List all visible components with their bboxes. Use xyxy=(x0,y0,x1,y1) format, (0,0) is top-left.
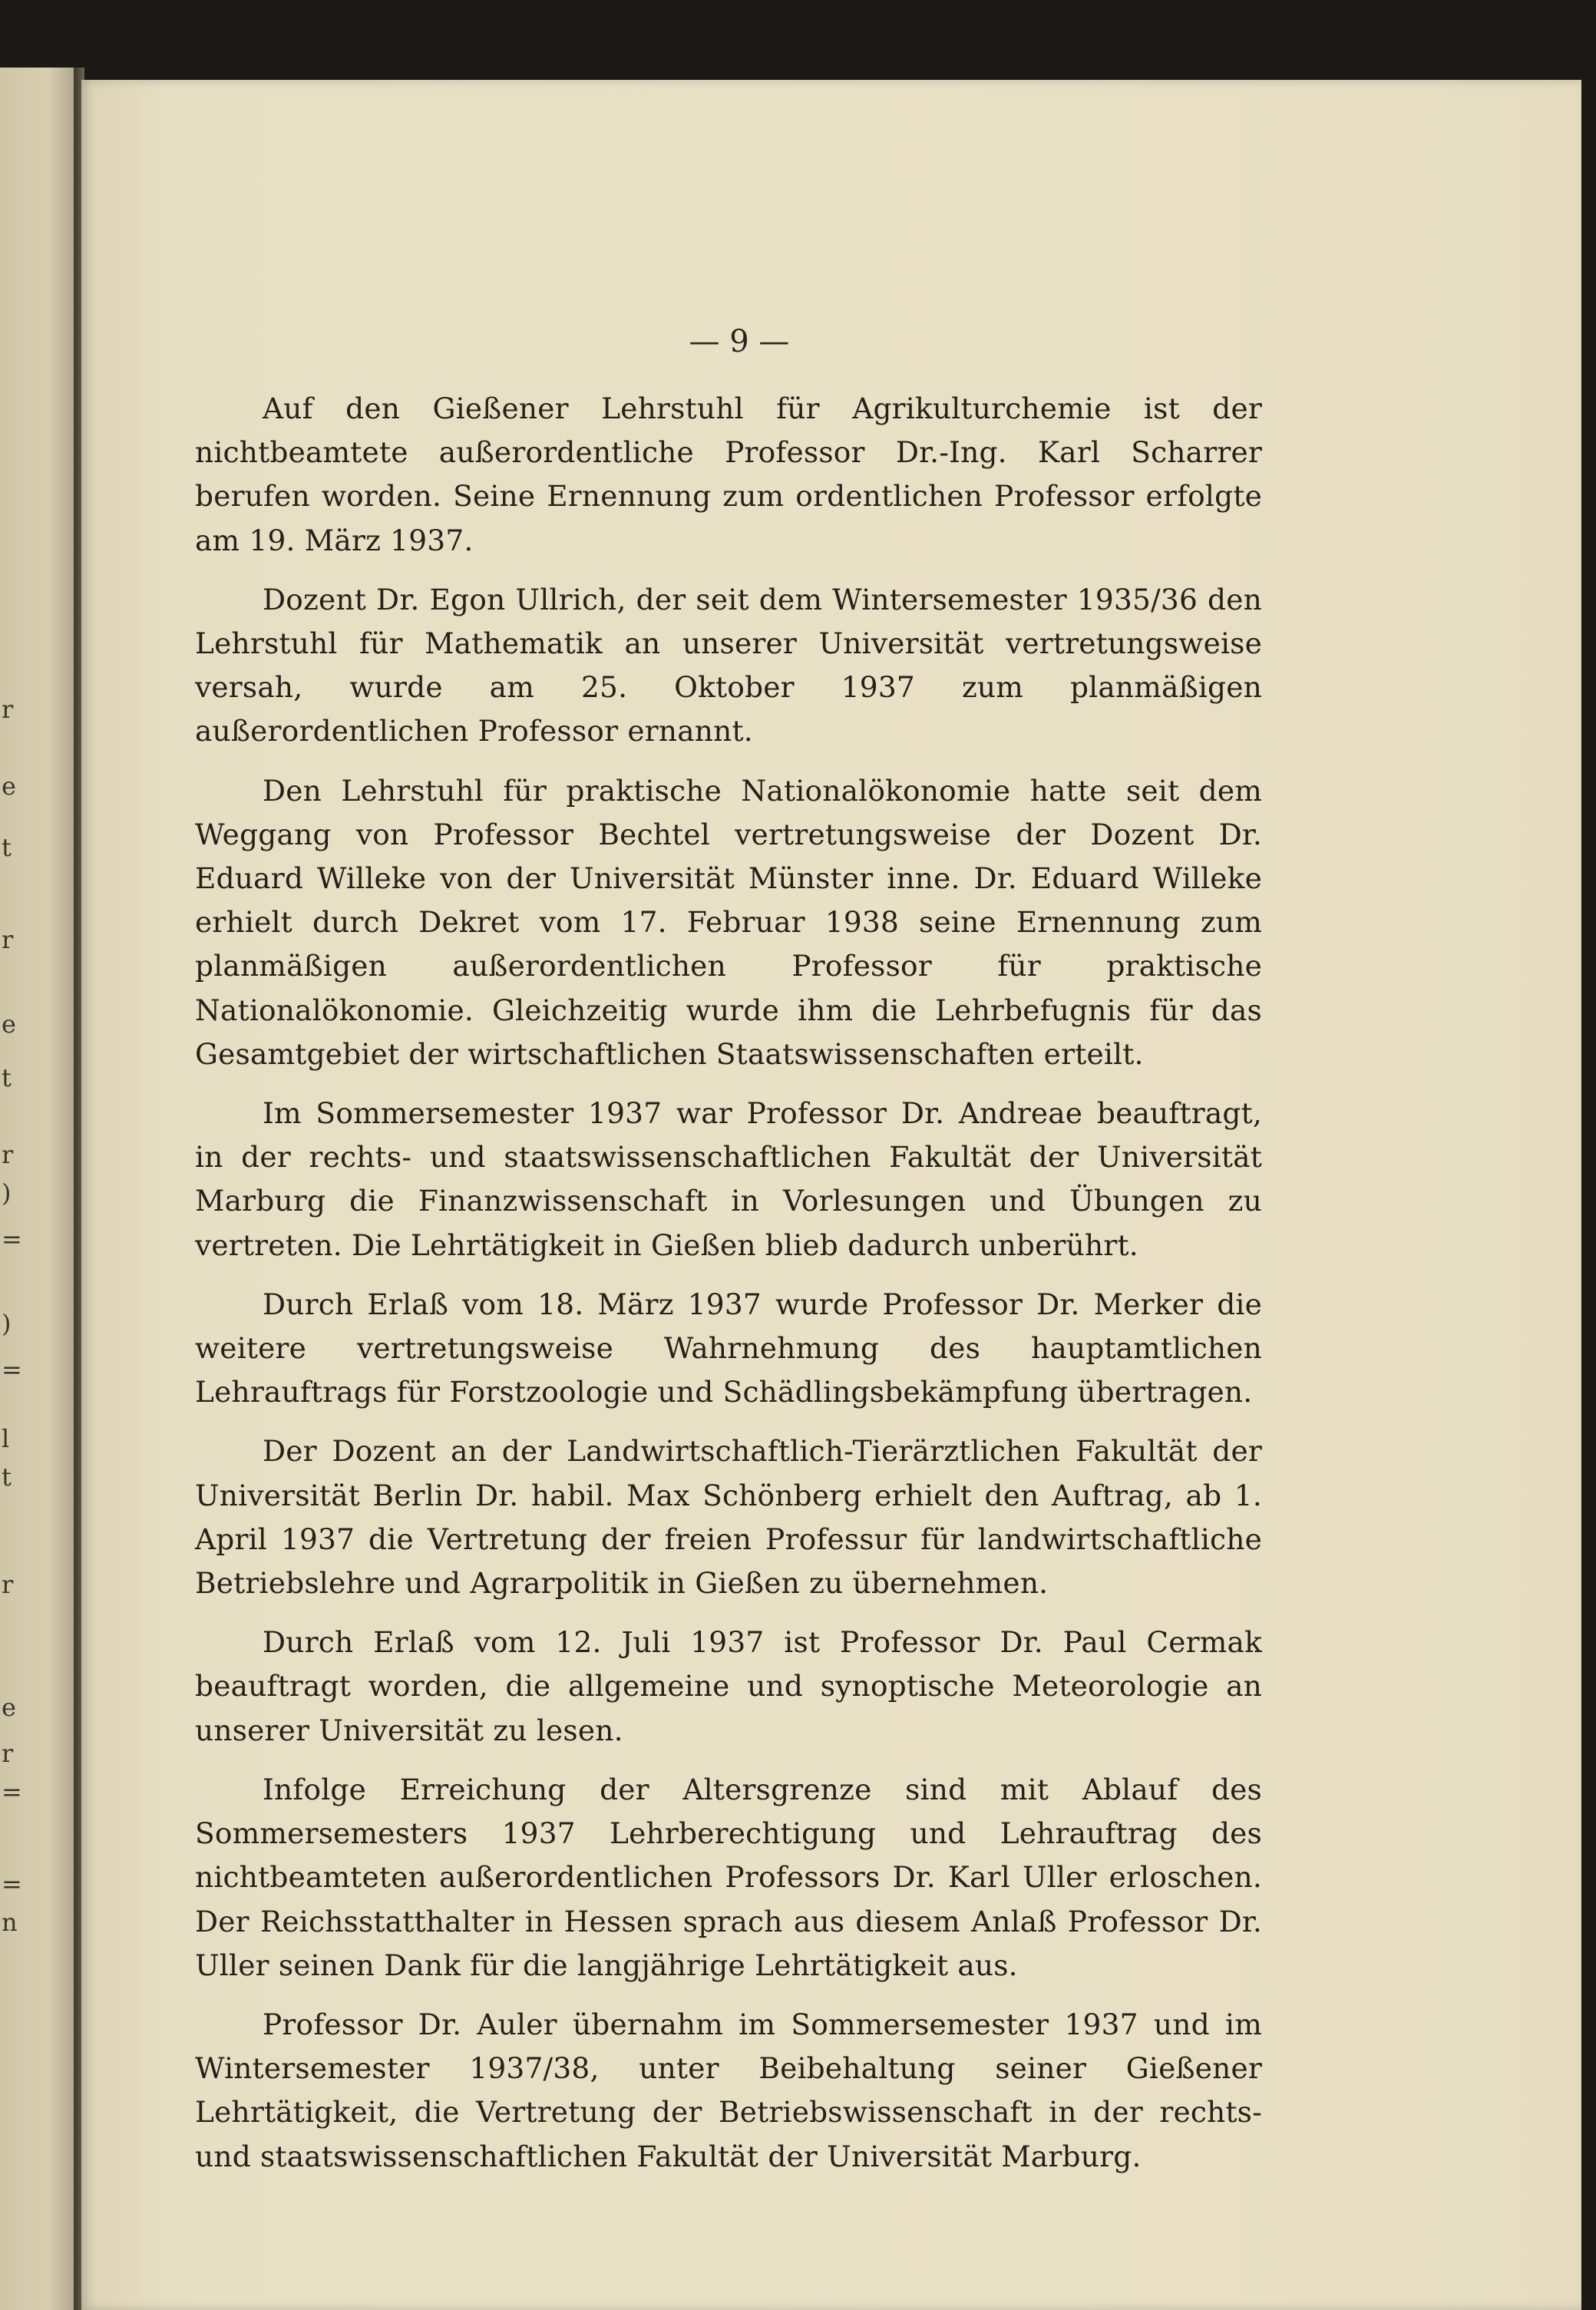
paragraph: Den Lehrstuhl für praktische Nationalökonomie hatte seit dem Weggang von Professor Bechtel vertretungsweise der Dozent Dr. Eduard Willeke von der Universität Münster inne. Dr. Eduard Willeke erhielt durch Dekret vom 17. Februar 1938 seine Ernennung zum planmäßigen außerordentlichen Professor für praktische Nationalökonomie. Gleichzeitig wurde ihm die Lehrbefugnis für das Gesamtgebiet der wirtschaftlichen Staatswissenschaften erteilt. xyxy=(195,773,1262,1071)
edge-mark: r xyxy=(2,1739,14,1768)
edge-mark: ) xyxy=(2,1309,12,1338)
edge-mark: r xyxy=(2,1570,14,1599)
page-number: — 9 — xyxy=(689,324,790,359)
edge-mark: e xyxy=(2,1693,16,1722)
paragraph: Durch Erlaß vom 18. März 1937 wurde Professor Dr. Merker die weitere vertretungsweise Wahrnehmung des hauptamtlichen Lehrauftrags für Forstzoologie und Schädlingsbekämpfung übertragen. xyxy=(195,1287,1262,1409)
paragraph: Professor Dr. Auler übernahm im Sommersemester 1937 und im Wintersemester 1937/38, unter Beibehaltung seiner Gießener Lehrtätigkeit, die Vertretung der Betriebswissenschaft in der rechts- und staatswissenschaftlichen Fakultät der Universität Marburg. xyxy=(195,2007,1262,2173)
edge-mark: = xyxy=(2,1355,22,1384)
body-text xyxy=(195,387,1262,2194)
edge-mark: = xyxy=(2,1777,22,1806)
edge-mark: = xyxy=(2,1224,22,1254)
edge-mark: t xyxy=(2,833,12,862)
edge-mark: e xyxy=(2,1010,16,1039)
edge-mark: t xyxy=(2,1063,12,1092)
edge-mark: l xyxy=(2,1424,10,1453)
edge-mark: = xyxy=(2,1869,22,1899)
paragraph: Infolge Erreichung der Altersgrenze sind mit Ablauf des Sommersemesters 1937 Lehrberechtigung und Lehrauftrag des nichtbeamteten außerordentlichen Professors Dr. Karl Uller erloschen. Der Reichsstatthalter in Hessen sprach aus diesem Anlaß Professor Dr. Uller seinen Dank für die langjährige Lehrtätigkeit aus. xyxy=(195,1772,1262,1982)
paragraph: Im Sommersemester 1937 war Professor Dr. Andreae beauftragt, in der rechts- und staatswissenschaftlichen Fakultät der Universität Marburg die Finanzwissenschaft in Vorlesungen und Übungen zu vertreten. Die Lehrtätigkeit in Gießen blieb dadurch unberührt. xyxy=(195,1096,1262,1262)
edge-mark: ) xyxy=(2,1178,12,1208)
paragraph: Der Dozent an der Landwirtschaftlich-Tierärztlichen Fakultät der Universität Berlin Dr. habil. Max Schönberg erhielt den Auftrag, ab 1. April 1937 die Vertretung der freien Professur für landwirtschaftliche Betriebslehre und Agrarpolitik in Gießen zu übernehmen. xyxy=(195,1434,1262,1601)
edge-mark: n xyxy=(2,1908,18,1937)
edge-mark: e xyxy=(2,772,16,801)
paragraph: Dozent Dr. Egon Ullrich, der seit dem Wintersemester 1935/36 den Lehrstuhl für Mathematik an unserer Universität vertretungsweise versah, wurde am 25. Oktober 1937 zum planmäßigen außerordentlichen Professor ernannt. xyxy=(195,582,1262,749)
facing-page-edge-text xyxy=(0,68,22,2294)
paragraph: Auf den Gießener Lehrstuhl für Agrikulturchemie ist der nichtbeamtete außerordentliche Professor Dr.-Ing. Karl Scharrer berufen worden. Seine Ernennung zum ordentlichen Professor erfolgte am 19. März 1937. xyxy=(195,392,1262,557)
book-page xyxy=(81,80,1581,2310)
edge-mark: t xyxy=(2,1462,12,1492)
edge-mark: r xyxy=(2,1140,14,1169)
paragraph: Durch Erlaß vom 12. Juli 1937 ist Professor Dr. Paul Cermak beauftragt worden, die allgemeine und synoptische Meteorologie an unserer Universität zu lesen. xyxy=(195,1625,1262,1747)
edge-mark: r xyxy=(2,925,14,954)
edge-mark: r xyxy=(2,695,14,724)
